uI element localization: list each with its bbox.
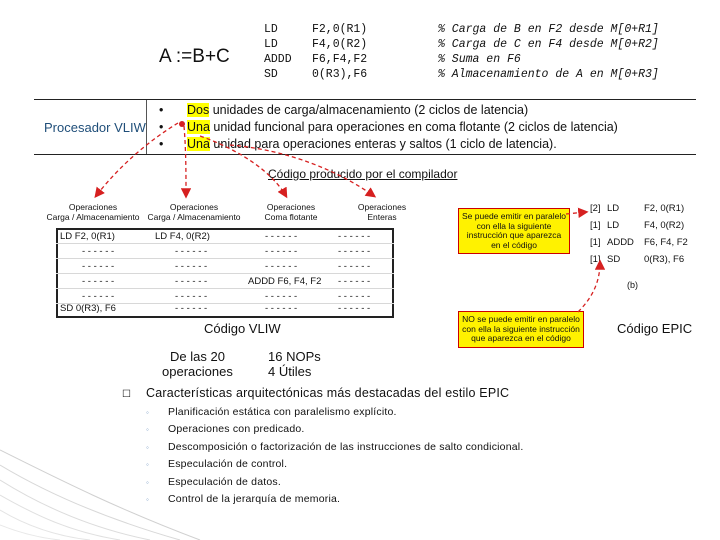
unit-text: unidad funcional para operaciones en coma flotante (2 ciclos de latencia)	[209, 120, 618, 134]
column-header	[146, 202, 242, 222]
code-comment: % Carga de B en F2 desde M[0+R1]	[438, 23, 659, 36]
decor-line	[0, 495, 120, 540]
square-bullet-icon: ◦	[146, 495, 150, 505]
grid-cell: - - - - - -	[338, 291, 371, 302]
compiler-section-title: Código producido por el compilador	[268, 167, 458, 181]
vliw-processor-label: Procesador VLIW	[44, 120, 146, 135]
decor-line	[0, 510, 90, 540]
code-args: F6,F4,F2	[312, 53, 368, 66]
epic-op: SD	[607, 254, 621, 265]
code-comment: % Suma en F6	[438, 53, 521, 66]
vliw-caption: Código VLIW	[204, 321, 281, 336]
grid-cell: - - - - - -	[175, 276, 208, 287]
column-header-line2: Carga / Almacenamiento	[46, 212, 140, 222]
epic-line	[590, 200, 688, 217]
code-args: F2,0(R1)	[312, 23, 368, 36]
grid-row-line	[56, 273, 394, 274]
code-comment: % Almacenamiento de A en M[0+R3]	[438, 68, 659, 81]
grid-cell: - - - - - -	[265, 231, 298, 242]
epic-figure-label: (b)	[627, 280, 638, 290]
square-bullet-icon: ◦	[146, 477, 150, 487]
unit-item	[159, 102, 618, 119]
grid-cell: - - - - - -	[265, 261, 298, 272]
grid-row-line	[56, 243, 394, 244]
grid-cell: - - - - - -	[338, 246, 371, 257]
code-op: ADDD	[264, 53, 292, 66]
epic-code	[590, 200, 688, 268]
assembly-code	[264, 22, 659, 82]
grid-cell: - - - - - -	[175, 303, 208, 314]
epic-tag: [1]	[590, 254, 601, 265]
table-divider	[146, 100, 147, 154]
epic-line	[590, 234, 688, 251]
bullet-icon: •	[159, 103, 164, 117]
epic-args: F4, 0(R2)	[644, 220, 685, 231]
code-args: F4,0(R2)	[312, 38, 368, 51]
grid-cell: - - - - - -	[338, 303, 371, 314]
unit-count: Una	[187, 137, 210, 151]
checkbox-bullet-icon: ☐	[122, 389, 132, 400]
features-heading-text: Características arquitectónicas más destacadas del estilo EPIC	[146, 386, 510, 400]
epic-op: LD	[607, 220, 620, 231]
unit-list	[159, 102, 618, 153]
epic-tag: [1]	[590, 220, 601, 231]
grid-cell: - - - - - -	[265, 303, 298, 314]
feature-item	[146, 421, 523, 438]
epic-op: ADDD	[607, 237, 634, 248]
unit-text: unidad para operaciones enteras y saltos (1 ciclo de latencia).	[209, 137, 557, 151]
grid-cell: - - - - - -	[338, 261, 371, 272]
square-bullet-icon: ◦	[146, 442, 150, 452]
column-header-line1: Operaciones	[266, 202, 316, 212]
unit-item	[159, 136, 618, 153]
grid-cell: ADDD F6, F4, F2	[248, 276, 322, 287]
stats-nops: 16 NOPs	[268, 349, 321, 364]
grid-cell: - - - - - -	[175, 261, 208, 272]
code-line	[264, 52, 659, 67]
grid-bottom-border	[56, 316, 394, 318]
feature-text: Especulación de datos.	[168, 475, 281, 488]
feature-text: Operaciones con predicado.	[168, 423, 305, 436]
column-header-line2: Enteras	[367, 212, 397, 222]
square-bullet-icon: ◦	[146, 425, 150, 435]
epic-args: F6, F4, F2	[644, 237, 688, 248]
feature-text: Control de la jerarquía de memoria.	[168, 493, 341, 506]
square-bullet-icon: ◦	[146, 408, 150, 417]
grid-cell: - - - - - -	[82, 246, 115, 257]
grid-top-border	[56, 228, 394, 230]
grid-row-line	[56, 288, 394, 289]
unit-count: Dos	[187, 103, 210, 117]
code-args: 0(R3),F6	[312, 68, 368, 81]
stats-total: De las 20	[170, 349, 225, 364]
code-comment: % Carga de C en F4 desde M[0+R2]	[438, 38, 659, 51]
unit-item	[159, 119, 618, 136]
column-header-line1: Operaciones	[169, 202, 219, 212]
column-header	[243, 202, 339, 222]
grid-row-line	[56, 258, 394, 259]
epic-caption: Código EPIC	[617, 321, 693, 336]
grid-cell: - - - - - -	[338, 276, 371, 287]
feature-item	[146, 404, 523, 421]
square-bullet-icon: ◦	[146, 460, 150, 470]
equation-label: A :=B+C	[159, 46, 230, 67]
note-cannot-issue: NO se puede emitir en paralelo con ella la siguiente instrucción que aparezca en el código	[458, 311, 584, 348]
code-op: LD	[264, 38, 278, 51]
stats-operations: operaciones	[162, 364, 233, 379]
features-heading	[122, 386, 523, 400]
column-header-line2: Carga / Almacenamiento	[147, 212, 241, 222]
feature-text: Descomposición o factorización de las instrucciones de salto condicional.	[168, 440, 524, 453]
epic-line	[590, 251, 688, 268]
code-line	[264, 67, 659, 82]
epic-op: LD	[607, 203, 620, 214]
code-op: LD	[264, 23, 278, 36]
column-header-line1: Operaciones	[68, 202, 118, 212]
stats-useful: 4 Útiles	[268, 364, 312, 379]
grid-cell: - - - - - -	[265, 291, 298, 302]
note-can-issue: Se puede emitir en paralelo con ella la siguiente instrucción que aparezca en el código	[458, 208, 570, 254]
code-line	[264, 22, 659, 37]
epic-args: 0(R3), F6	[644, 254, 685, 265]
arrow-to-epic-sd	[578, 262, 600, 312]
grid-cell: - - - - - -	[175, 291, 208, 302]
code-op: SD	[264, 68, 278, 81]
decor-line	[0, 465, 180, 540]
grid-cell: - - - - - -	[82, 276, 115, 287]
epic-args: F2, 0(R1)	[644, 203, 685, 214]
bullet-icon: •	[159, 137, 164, 151]
grid-cell: SD 0(R3), F6	[60, 303, 116, 314]
epic-line	[590, 217, 688, 234]
bullet-icon: •	[159, 120, 164, 134]
grid-cell: - - - - - -	[82, 291, 115, 302]
grid-cell: - - - - - -	[265, 246, 298, 257]
vliw-processor-table	[34, 99, 696, 155]
epic-tag: [1]	[590, 237, 601, 248]
decor-line	[0, 480, 150, 540]
grid-cell: LD F2, 0(R1)	[60, 231, 115, 242]
feature-text: Planificación estática con paralelismo explícito.	[168, 406, 397, 418]
column-header	[45, 202, 141, 222]
column-header-line1: Operaciones	[357, 202, 407, 212]
grid-cell: - - - - - -	[338, 231, 371, 242]
grid-cell: - - - - - -	[175, 246, 208, 257]
grid-cell: - - - - - -	[82, 261, 115, 272]
unit-count: Una	[187, 120, 210, 134]
column-header	[334, 202, 430, 222]
epic-tag: [2]	[590, 203, 601, 214]
grid-cell: LD F4, 0(R2)	[155, 231, 210, 242]
code-line	[264, 37, 659, 52]
corner-decoration	[0, 440, 240, 540]
unit-text: unidades de carga/almacenamiento (2 ciclos de latencia)	[209, 103, 529, 117]
feature-text: Especulación de control.	[168, 458, 288, 471]
column-header-line2: Coma flotante	[264, 212, 318, 222]
vliw-code-grid	[56, 228, 394, 318]
